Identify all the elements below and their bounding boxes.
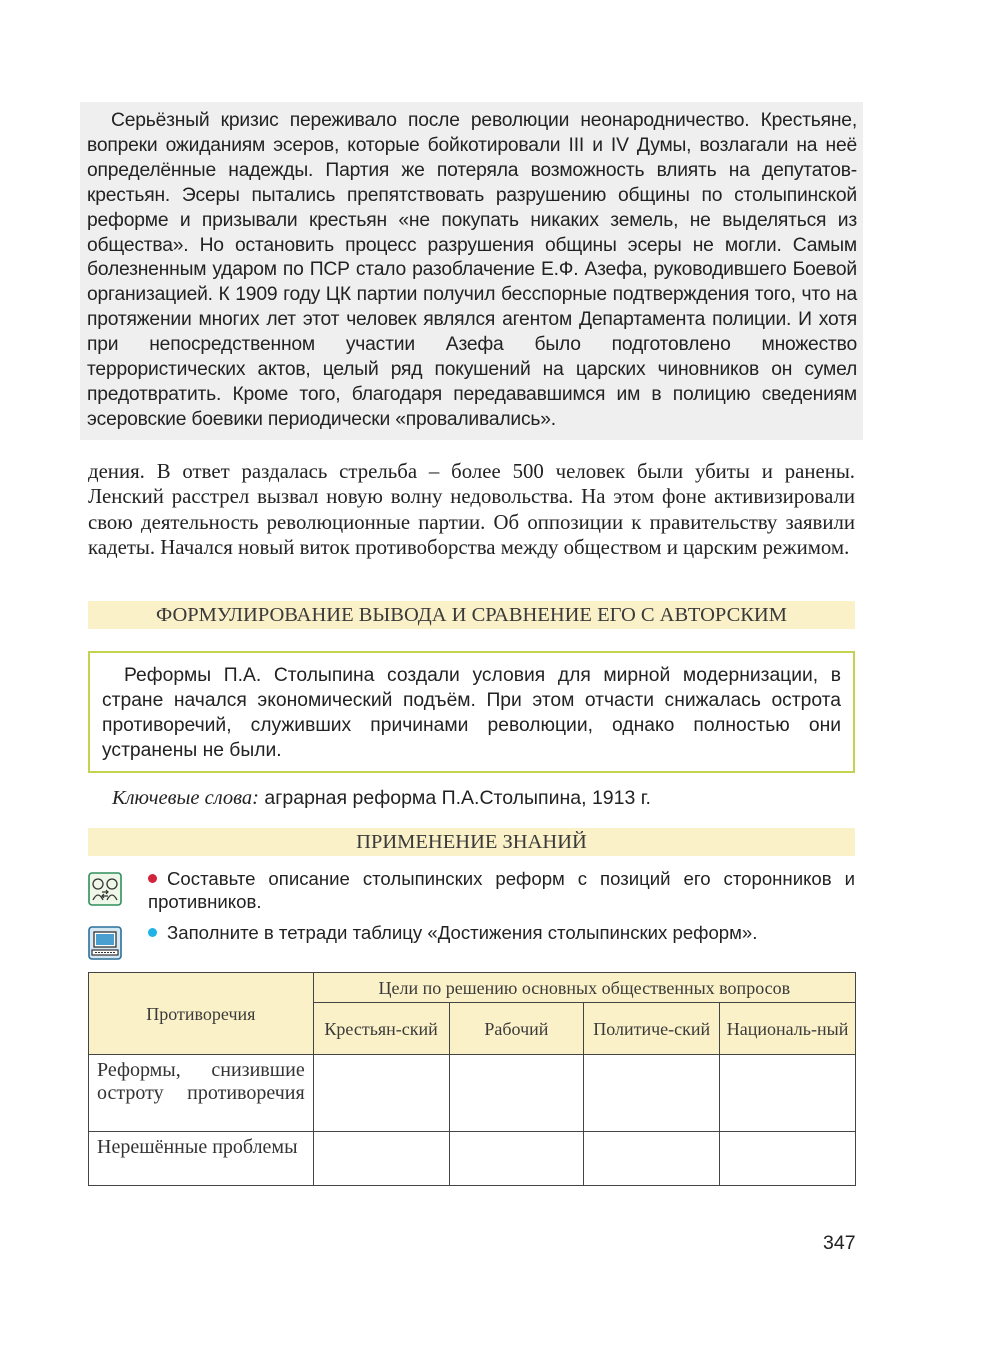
main-paragraph: дения. В ответ раздалась стрельба – более 500 человек были убиты и ранены. Ленский расстрел вызвал новую волну недовольства. На этом фоне активизировали свою деятельность революционные партии. Об оппозиции к правительству заявили кадеты. Начался новый виток противоборства между обществом и царским режимом. xyxy=(88,460,855,559)
table-row xyxy=(89,1055,856,1132)
table-group-header: Цели по решению основных общественных вопросов xyxy=(313,973,855,1003)
page-number: 347 xyxy=(823,1232,856,1254)
task-2 xyxy=(148,921,855,944)
section-heading-application: ПРИМЕНЕНИЕ ЗНАНИЙ xyxy=(88,828,855,856)
table-column-header: Националь-ный xyxy=(720,1003,856,1055)
computer-icon xyxy=(88,926,122,960)
table-row xyxy=(89,1132,856,1186)
table-cell xyxy=(313,1055,449,1132)
task-2-text: Заполните в тетради таблицу «Достижения столыпинских реформ». xyxy=(167,922,758,943)
table-corner-header: Противоречия xyxy=(89,973,314,1055)
table-cell xyxy=(584,1132,720,1186)
conclusion-box xyxy=(88,651,855,773)
conclusion-paragraph: Реформы П.А. Столыпина создали условия для мирной модернизации, в стране начался экономический подъём. При этом отчасти снижалась острота противоречий, служивших причинами революции, однако полностью они устранены не были. xyxy=(102,665,841,761)
table-column-header: Крестьян-ский xyxy=(313,1003,449,1055)
table-row-label: Реформы, снизившие остроту противоречия xyxy=(89,1055,314,1132)
reforms-table xyxy=(88,972,856,1186)
table-row-label: Нерешённые проблемы xyxy=(89,1132,314,1186)
table-cell xyxy=(449,1132,584,1186)
sidebar-box xyxy=(80,102,863,440)
table-cell xyxy=(313,1132,449,1186)
discussion-icon xyxy=(88,872,122,906)
task-1-text: Составьте описание столыпинских реформ с позиций его сторонников и противников. xyxy=(148,868,855,912)
section-heading-conclusion: ФОРМУЛИРОВАНИЕ ВЫВОДА И СРАВНЕНИЕ ЕГО С АВТОРСКИМ xyxy=(88,601,855,629)
keywords-value: аграрная реформа П.А.Столыпина, 1913 г. xyxy=(259,787,651,809)
task-bullet xyxy=(148,874,157,883)
table-column-header: Рабочий xyxy=(449,1003,584,1055)
table-cell xyxy=(449,1055,584,1132)
keywords-line xyxy=(112,787,651,810)
sidebar-paragraph: Серьёзный кризис переживало после революции неонародничество. Крестьяне, вопреки ожиданиям эсеров, которые бойкотировали III и IV Думы, возлагали на неё определённые надежды. Партия же потеряла возможность влиять на депутатов-крестьян. Эсеры пытались препятствовать разрушению общины по столыпинской реформе и призывали крестьян «не покупать никаких земель, не выделяться из общества». Но остановить процесс разрушения общины эсеры не могли. Самым болезненным ударом по ПСР стало разоблачение Е.Ф. Азефа, руководившего Боевой организацией. К 1909 году ЦК партии получил бесспорные подтверждения того, что на протяжении многих лет этот человек являлся агентом Департамента полиции. И хотя при непосредственном участии Азефа было подготовлено множество террористических актов, целый ряд покушений на царских чиновников он сумел предотвратить. Кроме того, благодаря передававшимся им в полицию сведениям эсеровские боевики периодически «проваливались». xyxy=(87,110,857,430)
table-cell xyxy=(720,1055,856,1132)
task-bullet xyxy=(148,928,157,937)
task-1 xyxy=(148,867,855,913)
keywords-label: Ключевые слова: xyxy=(112,787,259,809)
table-cell xyxy=(720,1132,856,1186)
table-column-header: Политиче-ский xyxy=(584,1003,720,1055)
table-cell xyxy=(584,1055,720,1132)
